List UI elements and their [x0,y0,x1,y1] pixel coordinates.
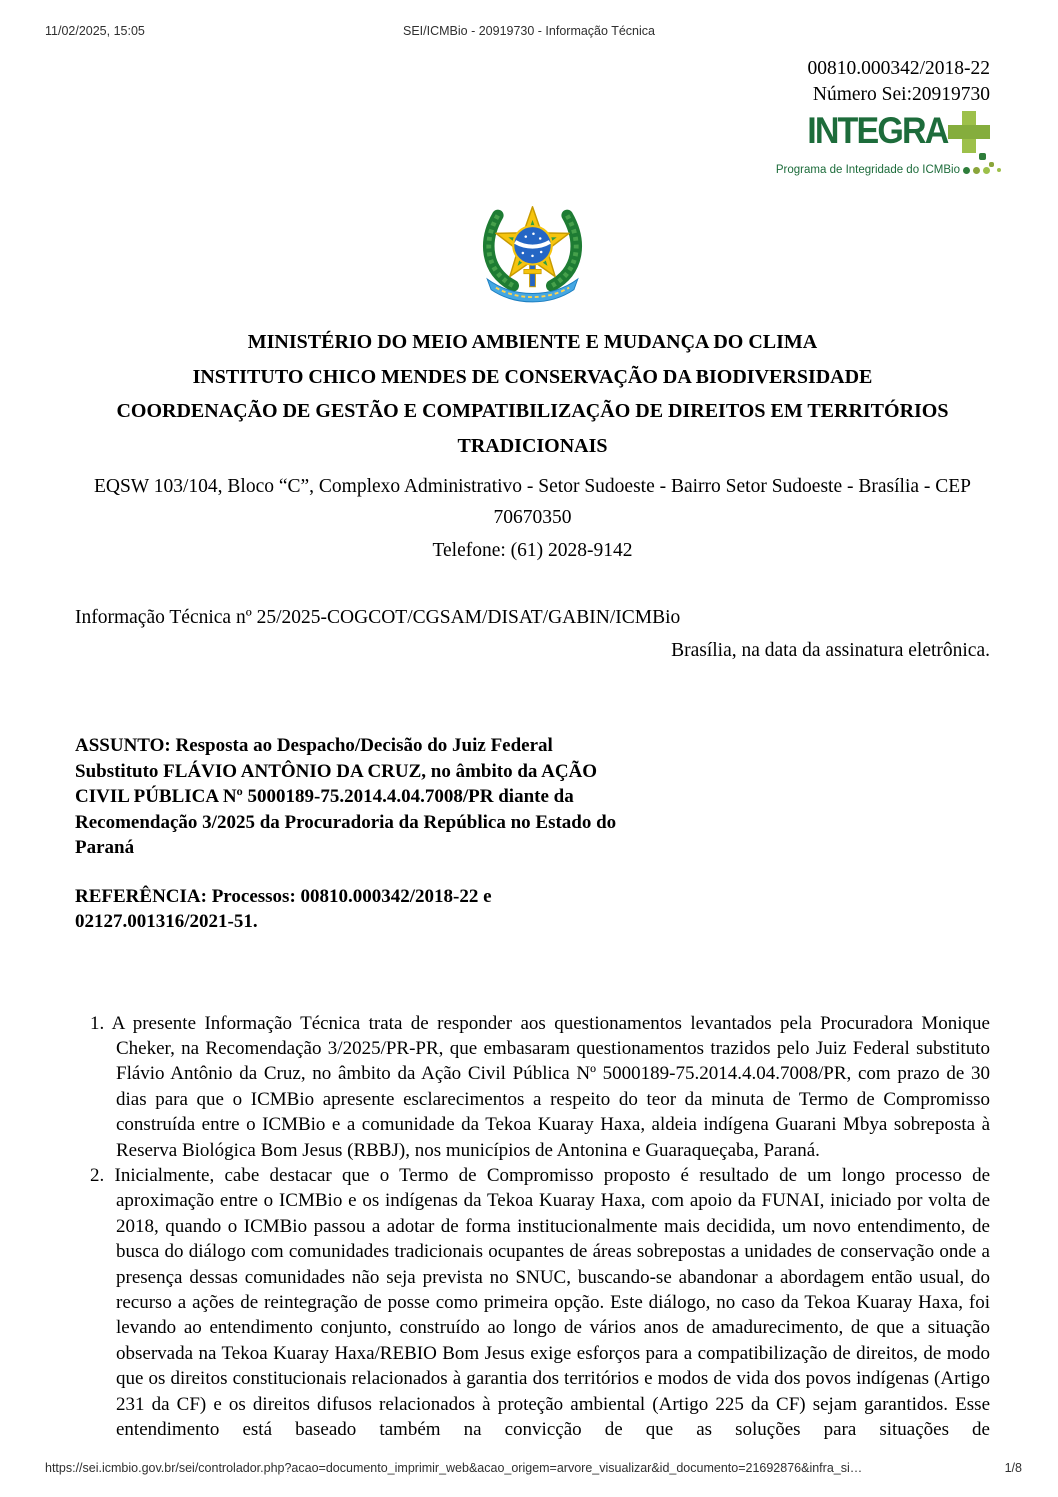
sei-number: Número Sei:20919730 [812,84,990,105]
print-header [45,24,1013,38]
print-footer-url: https://sei.icmbio.gov.br/sei/controlador.php?acao=documento_imprimir_web&acao_origem=arvore_visualizar&id_documento=21692876&infra_si… [45,1461,863,1475]
print-footer [45,1461,1022,1475]
process-numbers [75,56,990,108]
numbered-paragraphs [90,1011,990,1443]
paragraph-2 [90,1163,990,1442]
reference-block: REFERÊNCIA: Processos: 00810.000342/2018-22 e 02127.001316/2021-51. [75,885,492,932]
print-header-datetime: 11/02/2025, 15:05 [45,24,145,38]
print-header-title: SEI/ICMBio - 20919730 - Informação Técnica [403,24,655,38]
integra-logo-subtitle-row [776,164,990,176]
olive-dot-icon [973,167,980,174]
integra-logo [75,110,990,176]
org-line-coordination: COORDENAÇÃO DE GESTÃO E COMPATIBILIZAÇÃO DE DIREITOS EM TERRITÓRIOS TRADICIONAIS [116,400,949,457]
paragraph-2-number: 2. [90,1164,105,1186]
org-header [75,325,990,463]
integra-logo-subtitle: Programa de Integridade do ICMBio [775,164,960,176]
paragraph-1 [90,1011,990,1163]
org-line-institute: INSTITUTO CHICO MENDES DE CONSERVAÇÃO DA BIODIVERSIDADE [192,365,873,388]
paragraph-1-text: A presente Informação Técnica trata de responder aos questionamentos levantados pela Procuradora Monique Cheker, na Recomendação 3/2025/PR-PR, que embasaram questionamentos trazidos pelo Juiz Federal substituto Flávio Antônio da Cruz, no âmbito da Ação Civil Pública Nº 5000189-75.2014.4.04.7008/PR, com prazo de 30 dias para que o ICMBio apresente esclarecimentos a respeito do teor da minuta de Termo de Compromisso construída entre o ICMBio e a comunidade da Tekoa Kuaray Haxa, aldeia indígena Guarani Mbya sobreposta à Reserva Biológica Bom Jesus (RBBJ), nos municípios de Antonina e Guaraqueçaba, Paraná. [111,1012,990,1161]
integra-logo-row [795,110,991,155]
document-number-line: Informação Técnica nº 25/2025-COGCOT/CGSAM/DISAT/GABIN/ICMBio [75,607,681,628]
green-dot-icon [963,167,970,174]
paragraph-2-text: Inicialmente, cabe destacar que o Termo de Compromisso proposto é resultado de um longo processo de aproximação entre o ICMBio e os indígenas da Tekoa Kuaray Haxa, com apoio da FUNAI, iniciado por volta de 2018, quando o ICMBio passou a adotar de forma institucionalmente mais decidida, um novo entendimento, de busca do diálogo com comunidades tradicionais ocupantes de áreas sobrepostas a unidades de conservação onde a presença dessas comunidades não seja prevista no SNUC, buscando-se abandonar a abordagem então usual, do recurso a ações de reintegração de posse como primeira opção. Este diálogo, no caso da Tekoa Kuaray Haxa, foi levando ao entendimento conjunto, construído ao longo de vários anos de amadurecimento, de que a situação observada na Tekoa Kuaray Haxa/REBIO Bom Jesus exige esforços para a compatibilização de direitos, de modo que os direitos constitucionais relacionados à garantia dos territórios e modos de vida dos povos indígenas (Artigo 231 da CF) e os direitos difusos relacionados à proteção ambiental (Artigo 225 da CF) sejam garantidos. Esse entendimento está baseado também na convicção de que as soluções para situações de [114,1164,991,1440]
coat-of-arms-brazil [75,200,990,311]
org-phone: Telefone: (61) 2028-9142 [432,540,633,561]
integra-logo-word: INTEGRA [806,110,947,151]
print-footer-page: 1/8 [1004,1461,1022,1475]
org-address: EQSW 103/104, Bloco “C”, Complexo Administrativo - Setor Sudoeste - Bairro Setor Sudoeste - Brasília - CEP 70670350 [93,476,972,528]
plus-icon [948,111,990,153]
paragraph-1-number: 1. [90,1012,105,1034]
document-content [0,56,1058,1442]
place-date-line: Brasília, na data da assinatura eletrônica. [671,640,990,661]
process-number: 00810.000342/2018-22 [807,58,990,79]
coat-of-arms-icon [474,200,591,306]
lightgreen-dot-icon [983,167,990,174]
org-line-ministry: MINISTÉRIO DO MEIO AMBIENTE E MUDANÇA DO CLIMA [247,331,818,353]
subject-block: ASSUNTO: Resposta ao Despacho/Decisão do Juiz Federal Substituto FLÁVIO ANTÔNIO DA CRUZ, no âmbito da AÇÃO CIVIL PÚBLICA Nº 5000189-75.2014.4.04.7008/PR diante da Recomendação 3/2025 da Procuradoria da República no Estado do Paraná [75,735,617,858]
